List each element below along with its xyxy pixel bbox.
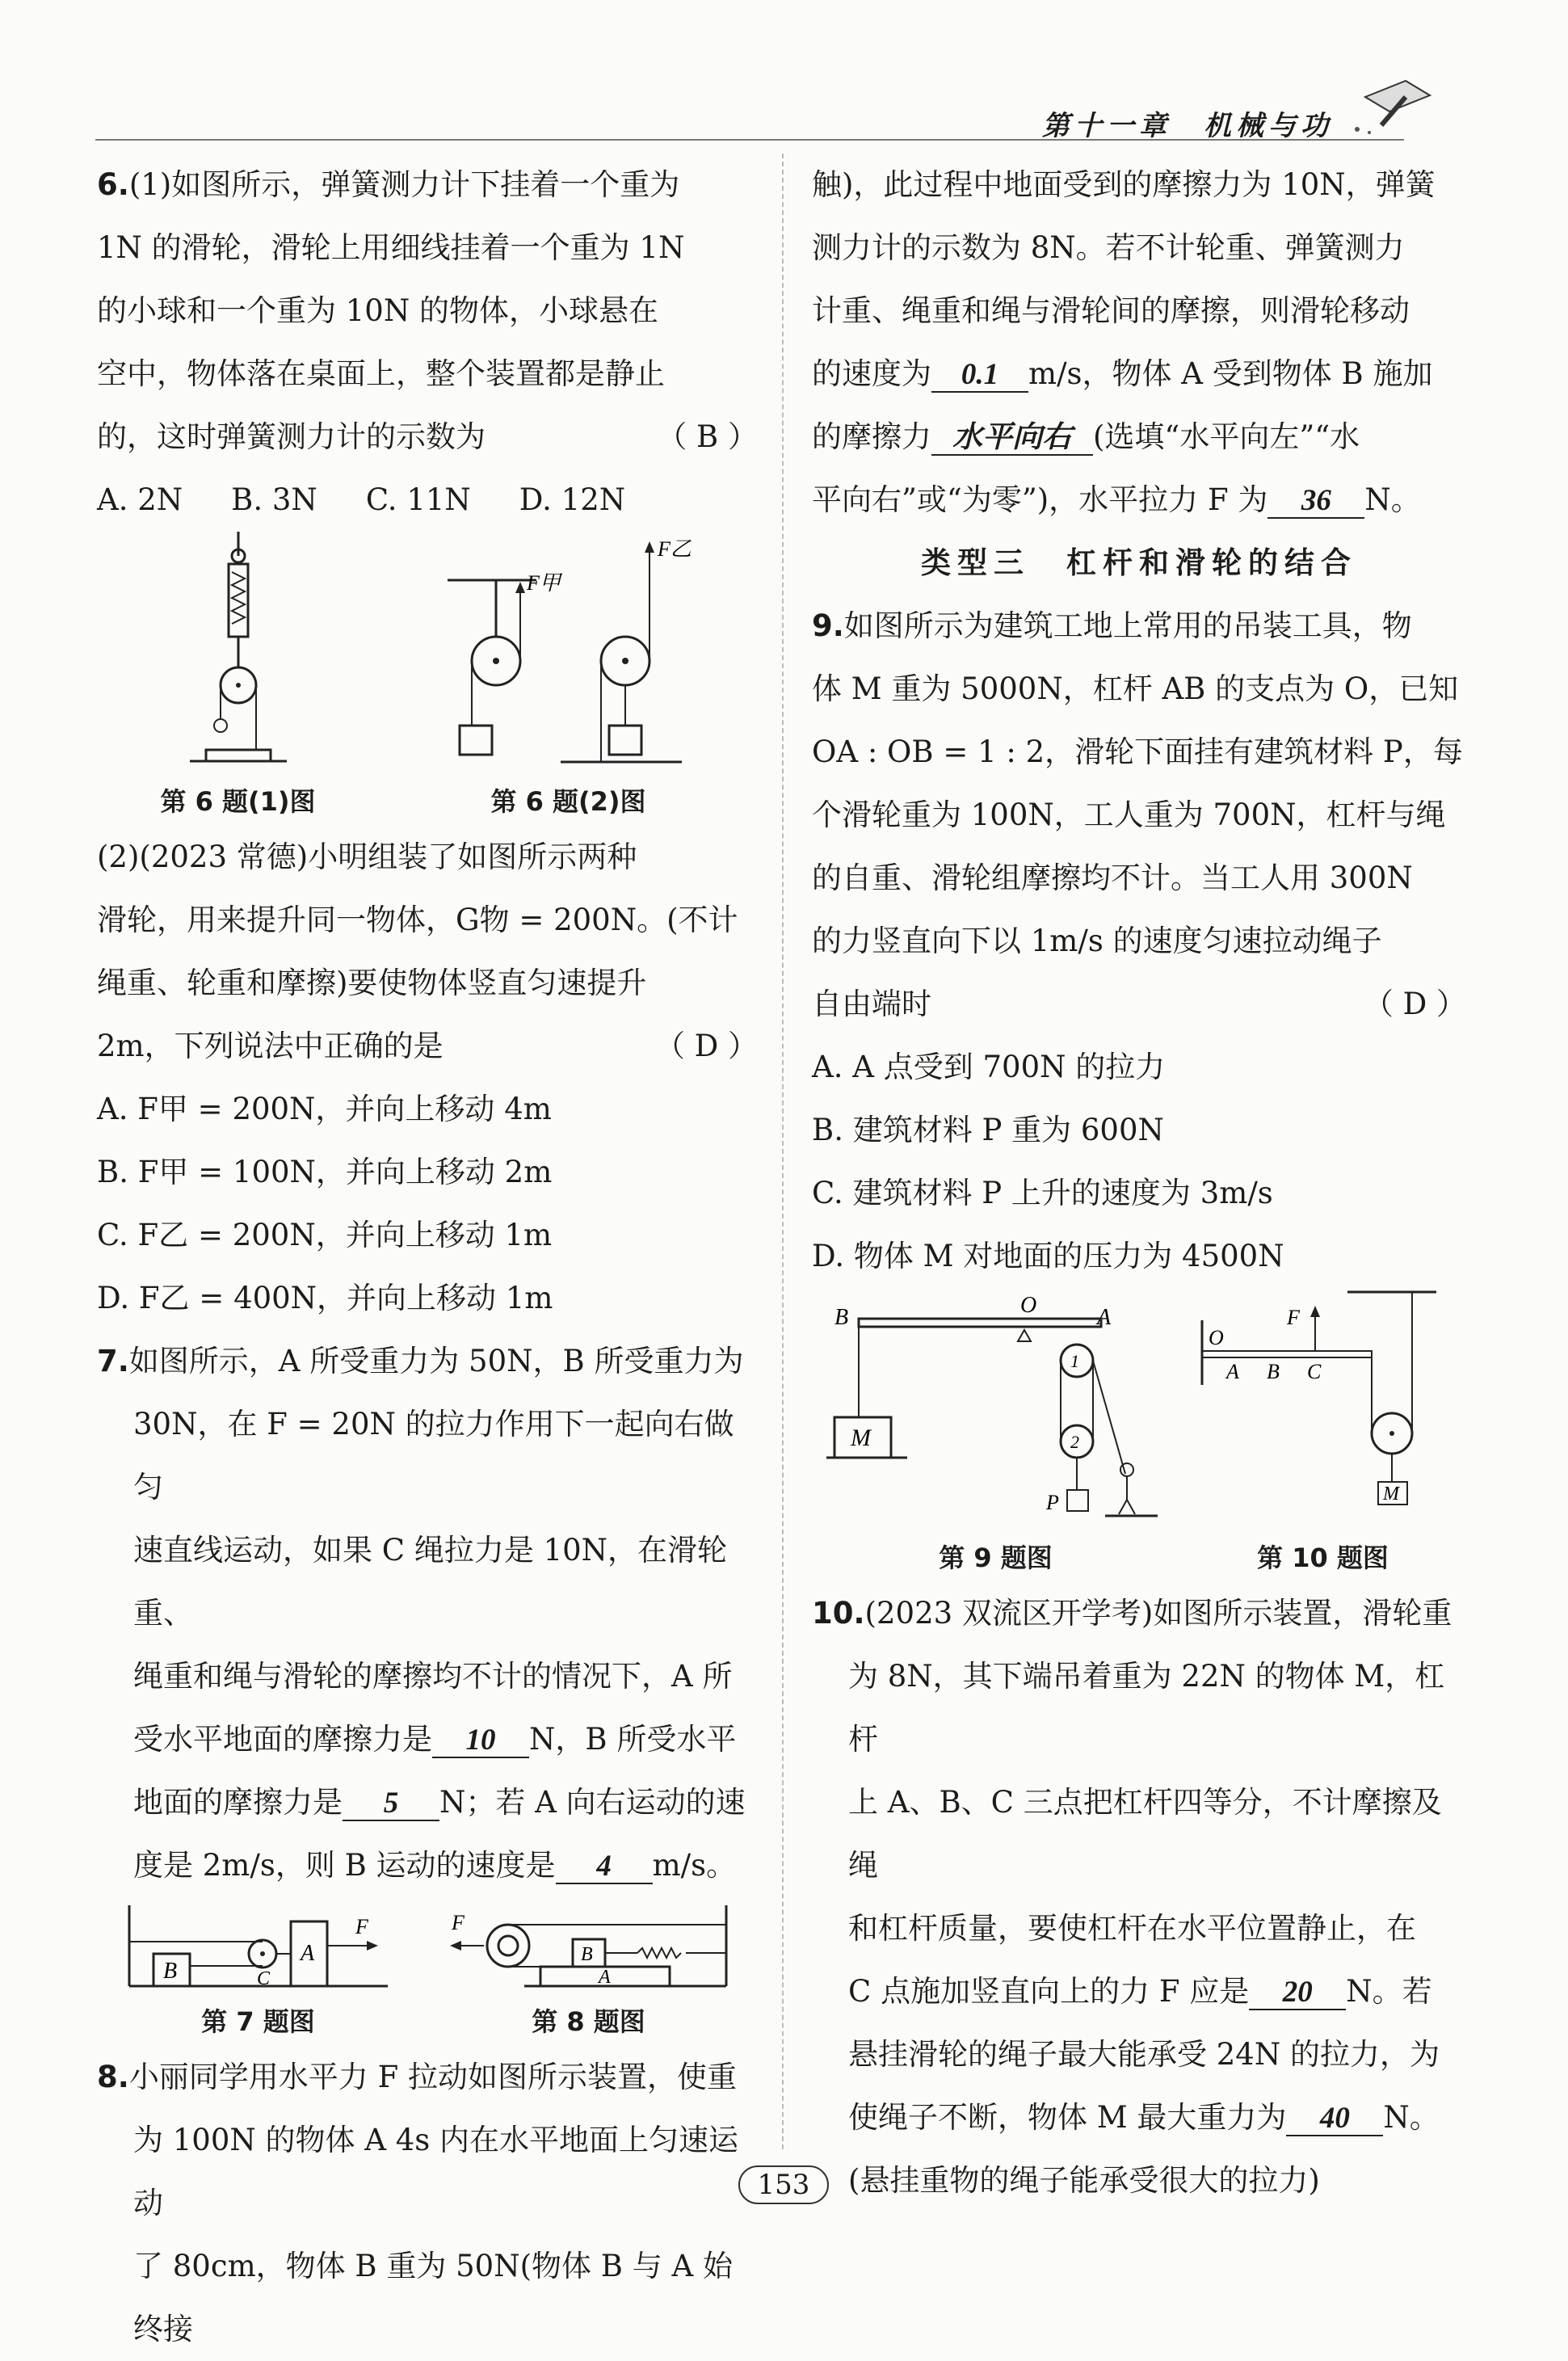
q6-fig1-spring-scale-diagram [158, 532, 319, 774]
q10-line: 上 A、B、C 三点把杠杆四等分，不计摩擦及绳 [848, 1785, 1442, 1883]
q6-number: 6. [97, 167, 129, 202]
q8-line: 了 80cm，物体 B 重为 50N(物体 B 与 A 始终接 [133, 2249, 733, 2346]
question-10 [812, 1582, 1466, 2212]
q8-label-f: F [451, 1911, 465, 1934]
q10-label-o: O [1208, 1326, 1224, 1349]
q10-label-f: F [1286, 1306, 1300, 1329]
q7-label-c: C [256, 1968, 270, 1989]
q7-line: 30N，在 F = 20N 的拉力作用下一起向右做匀 [133, 1407, 734, 1505]
q9-label-m: M [850, 1425, 871, 1451]
q10-line: 悬挂滑轮的绳子最大能承受 24N 的拉力，为 [848, 2037, 1440, 2072]
q9-label-b: B [834, 1305, 848, 1330]
q7-text: N；若 A 向右运动的速 [439, 1785, 746, 1820]
question-8-start [97, 2046, 758, 2361]
q9-line: 体 M 重为 5000N，杠杆 AB 的支点为 O，已知 [812, 671, 1459, 706]
q6-line: 空中，物体落在桌面上，整个装置都是静止 [97, 356, 665, 391]
q6-line: 的，这时弹簧测力计的示数为 [97, 419, 486, 454]
q9-q10-figures [812, 1288, 1466, 1582]
q8-caption: 第 8 题图 [532, 2006, 645, 2037]
q10-text: N。 [1383, 2100, 1440, 2135]
q7-line: 绳重和绳与滑轮的摩擦均不计的情况下，A 所 [133, 1659, 733, 1694]
q10-text: C 点施加竖直向上的力 F 应是 [848, 1974, 1250, 2009]
q7-label-a: A [300, 1941, 314, 1966]
q10-label-a: A [1225, 1360, 1239, 1383]
q9-line: 自由端时 [812, 987, 931, 1021]
q7-answer-1: 10 [432, 1724, 529, 1758]
q6-fig2-f-yi-label: F乙 [657, 537, 692, 561]
q6-part1-answer: （ B ） [657, 419, 758, 454]
page-number [711, 2165, 856, 2204]
q10-line: (2023 双流区开学考)如图所示装置，滑轮重 [864, 1596, 1452, 1631]
chapter-title: 第十一章 机械与功 [1042, 110, 1333, 142]
q7-text: 地面的摩擦力是 [133, 1785, 343, 1820]
q9-line: 如图所示为建筑工地上常用的吊装工具，物 [843, 608, 1412, 643]
q8-text: N。 [1364, 482, 1421, 517]
header-rule [95, 139, 1404, 141]
q7-text: 度是 2m/s，则 B 运动的速度是 [133, 1848, 556, 1883]
q6-line: 绳重、轮重和摩擦)要使物体竖直匀速提升 [97, 966, 647, 1000]
right-column [812, 154, 1466, 2212]
q6-line: (1)如图所示，弹簧测力计下挂着一个重为 [128, 167, 680, 202]
q9-option-a: A. A 点受到 700N 的拉力 [812, 1050, 1166, 1084]
q7-answer-3: 4 [556, 1850, 653, 1884]
question-7 [97, 1330, 758, 1897]
q6-option-d2: D. F乙 = 400N，并向上移动 1m [97, 1281, 553, 1315]
q6-line: (2)(2023 常德)小明组装了如图所示两种 [97, 840, 637, 874]
q8-label-a: A [598, 1967, 611, 1988]
column-divider [782, 154, 784, 2149]
q9-line: 的自重、滑轮组摩擦均不计。当工人用 300N [812, 861, 1413, 895]
q9-label-2: 2 [1070, 1432, 1079, 1452]
q8-text: 的速度为 [812, 356, 931, 391]
q8-label-b: B [580, 1944, 593, 1965]
q6-part2-answer: （ D ） [654, 1029, 758, 1063]
q6-option-b2: B. F甲 = 100N，并向上移动 2m [97, 1155, 553, 1189]
q9-label-o: O [1019, 1293, 1036, 1318]
q6-line: 2m，下列说法中正确的是 [97, 1029, 443, 1063]
q6-fig2-pulley-diagram [439, 532, 698, 774]
q10-label-b: B [1266, 1360, 1280, 1383]
q8-line: 小丽同学用水平力 F 拉动如图所示装置，使重 [128, 2060, 738, 2094]
q10-lever-pulley-diagram [1194, 1288, 1452, 1530]
question-9 [812, 595, 1466, 1288]
q9-lever-pulley-diagram [826, 1288, 1166, 1530]
q10-number: 10. [812, 1596, 865, 1631]
q6-line: 滑轮，用来提升同一物体，G物 = 200N。(不计 [97, 903, 738, 937]
q7-caption: 第 7 题图 [201, 2006, 315, 2037]
q10-label-m: M [1382, 1484, 1399, 1505]
q7-text: 受水平地面的摩擦力是 [133, 1722, 432, 1757]
q10-line: 和杠杆质量，要使杠杆在水平位置静止，在 [848, 1911, 1416, 1946]
q8-pulley-spring-diagram [443, 1897, 734, 1994]
q9-line: 的力竖直向下以 1m/s 的速度匀速拉动绳子 [812, 924, 1382, 958]
q7-number: 7. [97, 1344, 129, 1378]
q8-number: 8. [97, 2060, 129, 2094]
q6-option-b: B. 3N [231, 482, 317, 517]
q7-label-f: F [355, 1915, 368, 1938]
q8-line: 计重、绳重和绳与滑轮间的摩擦，则滑轮移动 [812, 293, 1410, 328]
q8-line: 触)，此过程中地面受到的摩擦力为 10N，弹簧 [812, 167, 1436, 202]
q8-answer-2: 水平向右 [931, 422, 1093, 456]
q6-option-a2: A. F甲 = 200N，并向上移动 4m [97, 1092, 552, 1126]
q7-label-b: B [162, 1959, 177, 1984]
q8-text: 的摩擦力 [812, 419, 931, 454]
q9-label-1: 1 [1070, 1351, 1079, 1371]
q10-text: N。若 [1346, 1974, 1432, 2009]
q7-line: 如图所示，A 所受重力为 50N，B 所受重力为 [128, 1344, 744, 1378]
q9-answer: （ D ） [1363, 987, 1466, 1021]
q6-fig1-caption: 第 6 题(1)图 [160, 786, 316, 817]
q6-fig2-f-jia-label: F甲 [526, 571, 561, 595]
graduation-cap-pencil-icon [1349, 65, 1438, 141]
q6-option-a: A. 2N [97, 482, 183, 517]
q10-text: 使绳子不断，物体 M 最大重力为 [848, 2100, 1287, 2135]
q10-line: 为 8N，其下端吊着重为 22N 的物体 M，杠杆 [848, 1659, 1445, 1757]
q9-option-c: C. 建筑材料 P 上升的速度为 3m/s [812, 1176, 1273, 1210]
q9-label-a: A [1096, 1305, 1111, 1330]
q10-answer-1: 20 [1249, 1976, 1346, 2010]
q8-text: m/s，物体 A 受到物体 B 施加 [1028, 356, 1433, 391]
question-6 [97, 154, 758, 1330]
q8-line: 测力计的示数为 8N。若不计轮重、弹簧测力 [812, 230, 1405, 265]
q7-text: N，B 所受水平 [529, 1722, 737, 1757]
q7-pulley-block-diagram [121, 1897, 396, 1994]
q8-line: 为 100N 的物体 A 4s 内在水平地面上匀速运动 [133, 2123, 739, 2220]
q8-text: 平向右”或“为零”)，水平拉力 F 为 [812, 482, 1268, 517]
q9-label-p: P [1045, 1491, 1059, 1514]
q8-answer-1: 0.1 [931, 359, 1028, 393]
q9-line: 个滑轮重为 100N，工人重为 700N，杠杆与绳 [812, 798, 1446, 832]
q7-text: m/s。 [652, 1848, 737, 1883]
q6-line: 的小球和一个重为 10N 的物体，小球悬在 [97, 293, 658, 328]
q6-option-c2: C. F乙 = 200N，并向上移动 1m [97, 1218, 553, 1252]
q10-answer-2: 40 [1286, 2102, 1383, 2136]
q6-option-c: C. 11N [365, 482, 471, 517]
q6-figures [97, 532, 758, 826]
q10-label-c: C [1306, 1360, 1321, 1383]
question-8-continued [812, 154, 1466, 532]
q10-line: (悬挂重物的绳子能承受很大的拉力) [848, 2163, 1320, 2198]
q9-option-b: B. 建筑材料 P 重为 600N [812, 1113, 1164, 1147]
q7-line: 速直线运动，如果 C 绳拉力是 10N，在滑轮重、 [133, 1533, 728, 1631]
q6-line: 1N 的滑轮，滑轮上用细线挂着一个重为 1N [97, 230, 685, 265]
q8-answer-3: 36 [1267, 485, 1364, 519]
q6-fig2-caption: 第 6 题(2)图 [490, 786, 646, 817]
q9-number: 9. [812, 608, 844, 643]
q10-caption: 第 10 题图 [1257, 1542, 1389, 1573]
q9-option-d: D. 物体 M 对地面的压力为 4500N [812, 1239, 1284, 1273]
q7-q8-figures [97, 1897, 758, 2046]
q6-option-d: D. 12N [519, 482, 626, 517]
q9-line: OA : OB = 1 : 2，滑轮下面挂有建筑材料 P，每 [812, 734, 1463, 769]
page-number-text: 153 [738, 2165, 830, 2204]
q7-answer-2: 5 [343, 1787, 439, 1821]
left-column [97, 154, 758, 2361]
q8-text: (选填“水平向左”“水 [1093, 419, 1360, 454]
q9-caption: 第 9 题图 [939, 1542, 1053, 1573]
section-3-title: 类型三 杠杆和滑轮的结合 [921, 545, 1357, 580]
